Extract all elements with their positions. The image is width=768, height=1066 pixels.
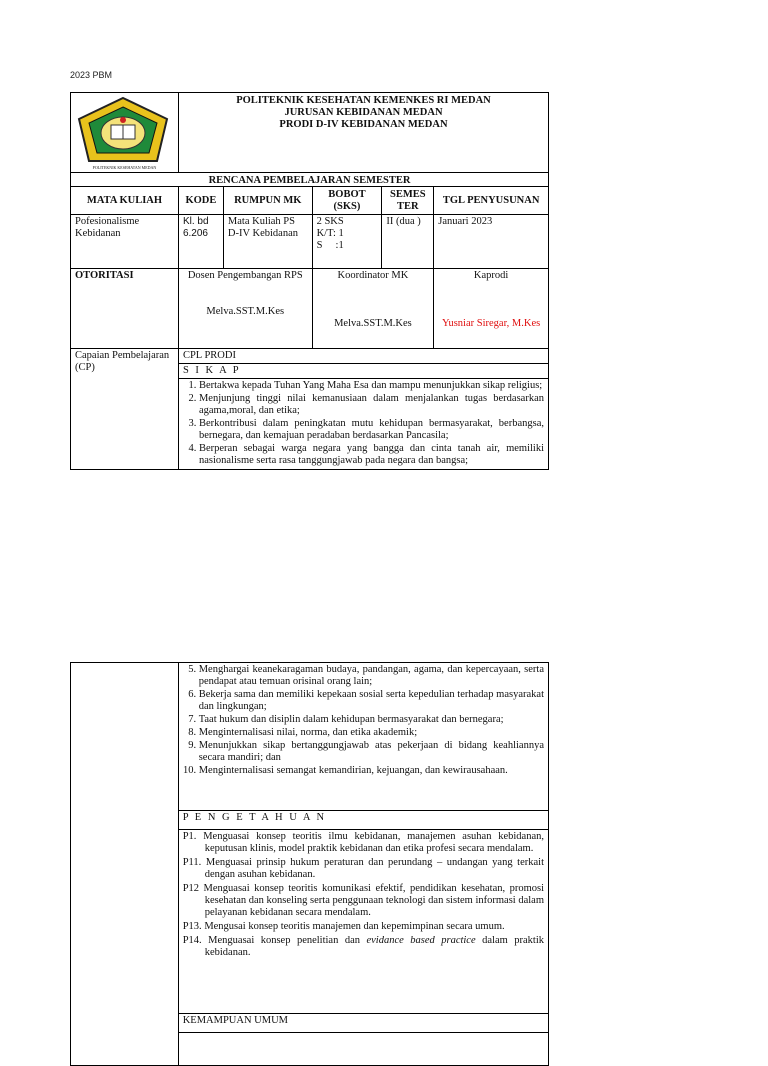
logo-caption: POLITEKNIK KESEHATAN MEDAN <box>92 165 157 170</box>
pengetahuan-item-text: Menguasai konsep teoritis ilmu kebidanan, manajemen asuhan kebidanan, keputusan klinis, model praktik kebidanan dan etika profesi secara mendalam. <box>203 830 544 854</box>
developer-name: Melva.SST.M.Kes <box>206 306 285 317</box>
bobot-kt: K/T: 1 <box>316 228 344 239</box>
pengetahuan-item-number: P13. <box>182 920 202 932</box>
sikap-list-continued-cell <box>178 663 548 811</box>
institution-line-2: JURUSAN KEBIDANAN MEDAN <box>284 107 443 118</box>
cp-label-continued <box>71 663 179 1066</box>
developer-title: Dosen Pengembangan RPS <box>187 270 303 281</box>
sikap-item: 8. Menginternalisasi nilai, norma, dan etika akademik; <box>199 727 544 739</box>
kaprodi-name: Yusniar Siregar, M.Kes <box>442 318 541 329</box>
page-header-label: 2023 PBM <box>70 70 113 80</box>
logo-cell <box>71 93 179 173</box>
course-date: Januari 2023 <box>434 215 549 269</box>
pengetahuan-item-text: Menguasai konsep teoritis komunikasi efektif, pendidikan kesehatan, promosi kesehatan dan konseling serta penggunaan teknologi dan sistem informasi dalam pelayanan kebidanan secara mendalam. <box>203 882 545 918</box>
col-semester: SEMES TER <box>382 187 434 215</box>
pengetahuan-item-text: Mengusai konsep teoritis manajemen dan kepemimpinan secara umum. <box>204 920 505 932</box>
col-mata-kuliah: MATA KULIAH <box>71 187 179 215</box>
cp-label: Capaian Pembelajaran (CP) <box>71 349 179 470</box>
bobot-s: S :1 <box>316 240 344 251</box>
otoritas-developer <box>178 269 312 349</box>
p14-text-post: dalam praktik kebidanan. <box>204 934 544 958</box>
coordinator-title: Koordinator MK <box>337 270 409 281</box>
pengetahuan-list-cell <box>178 829 548 1013</box>
pengetahuan-item-number: P12 <box>182 882 200 894</box>
pengetahuan-list <box>183 831 544 933</box>
sikap-item: 1. Bertakwa kepada Tuhan Yang Maha Esa dan mampu menunjukkan sikap religius; <box>199 380 544 392</box>
sikap-item: 7. Taat hukum dan disiplin dalam kehidupan bermasyarakat dan bernegara; <box>199 714 544 726</box>
document-title: RENCANA PEMBELAJARAN SEMESTER <box>71 173 549 187</box>
p14-text-pre: Menguasai konsep penelitian dan <box>208 934 360 946</box>
pengetahuan-item-p14 <box>183 935 544 959</box>
sikap-item: 9. Menunjukkan sikap bertanggungjawab atas pekerjaan di bidang keahliannya secara mandiri; dan <box>199 740 544 764</box>
kemampuan-umum-label: KEMAMPUAN UMUM <box>178 1014 548 1033</box>
otoritas-coordinator <box>312 269 434 349</box>
bobot-sks: 2 SKS <box>316 216 344 227</box>
kaprodi-title: Kaprodi <box>473 270 509 281</box>
course-name: Pofesionalisme Kebidanan <box>71 215 179 269</box>
col-tgl: TGL PENYUSUNAN <box>434 187 549 215</box>
pengetahuan-item-number: P1. <box>182 830 197 842</box>
col-bobot: BOBOT (SKS) <box>312 187 382 215</box>
pengetahuan-item <box>183 831 544 855</box>
rps-table-page-1 <box>70 92 549 470</box>
pengetahuan-item-number: P11. <box>182 856 202 868</box>
rps-table-page-2 <box>70 662 549 1066</box>
col-kode: KODE <box>178 187 223 215</box>
otoritas-label: OTORITASI <box>71 269 179 349</box>
institution-line-1: POLITEKNIK KESEHATAN KEMENKES RI MEDAN <box>236 95 491 106</box>
pengetahuan-item <box>183 921 544 933</box>
sikap-item: 2. Menjunjung tinggi nilai kemanusiaan dalam menjalankan tugas berdasarkan agama,moral, dan etika; <box>199 393 544 417</box>
p14-text-italic: evidance based practice <box>366 934 476 946</box>
sikap-list-continued <box>183 664 544 777</box>
institution-header <box>178 93 548 173</box>
institution-line-3: PRODI D-IV KEBIDANAN MEDAN <box>279 119 448 130</box>
course-semester: II (dua ) <box>382 215 434 269</box>
sikap-item: 5. Menghargai keanekaragaman budaya, pandangan, agama, dan kepercayaan, serta pendapat atau temuan orisinal orang lain; <box>199 664 544 688</box>
sikap-item: 3. Berkontribusi dalam peningkatan mutu kehidupan bermasyarakat, berbangsa, bernegara, dan kemajuan peradaban berdasarkan Pancasila; <box>199 418 544 442</box>
course-rumpun: Mata Kuliah PS D-IV Kebidanan <box>223 215 312 269</box>
kemampuan-umum-list-cell <box>178 1033 548 1066</box>
pengetahuan-item <box>183 857 544 881</box>
p14-number: P14. <box>182 934 202 946</box>
otoritas-kaprodi <box>434 269 549 349</box>
sikap-list-cell <box>178 379 548 470</box>
sikap-item: 6. Bekerja sama dan memiliki kepekaan sosial serta kepedulian terhadap masyarakat dan lingkungan; <box>199 689 544 713</box>
sikap-list <box>183 380 544 467</box>
cpl-prodi-label: CPL PRODI <box>178 349 548 364</box>
sikap-item: 10. Menginternalisasi semangat kemandirian, kejuangan, dan kewirausahaan. <box>199 765 544 777</box>
pengetahuan-item <box>183 883 544 919</box>
coordinator-name: Melva.SST.M.Kes <box>334 318 412 329</box>
sikap-label: S I K A P <box>178 364 548 379</box>
pengetahuan-item-text: Menguasai prinsip hukum peraturan dan perundang – undangan yang terkait dengan asuhan kebidanan. <box>204 856 545 880</box>
pengetahuan-label: P E N G E T A H U A N <box>178 810 548 829</box>
course-code: Kl. bd 6.206 <box>178 215 223 269</box>
sikap-item: 4. Berperan sebagai warga negara yang bangga dan cinta tanah air, memiliki nasionalisme serta rasa tanggungjawab pada negara dan bangsa; <box>199 443 544 467</box>
course-bobot <box>312 215 382 269</box>
col-rumpun: RUMPUN MK <box>223 187 312 215</box>
institution-logo-icon <box>73 95 173 169</box>
